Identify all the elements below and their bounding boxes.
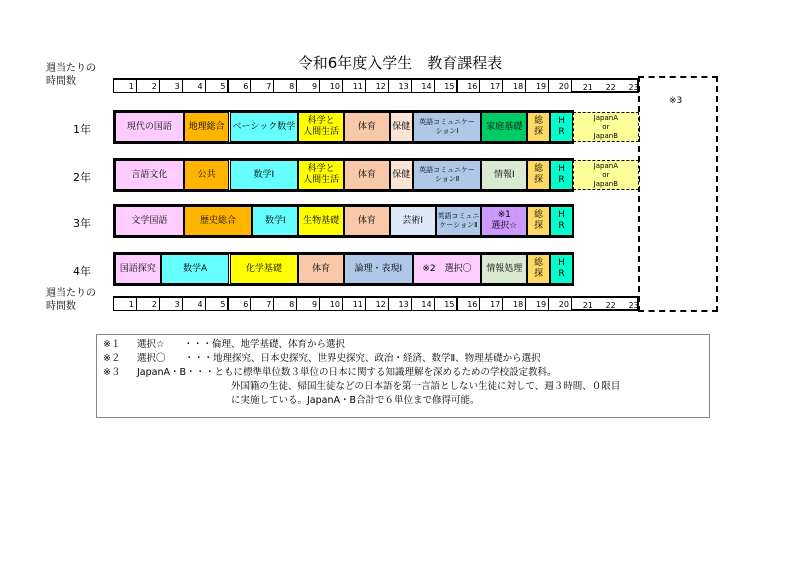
hour-number: 4	[182, 79, 206, 93]
subject-cell: 総 探	[527, 254, 550, 284]
subject-cell: 歴史総合	[184, 206, 253, 236]
note-line	[103, 338, 703, 352]
subject-cell: 化学基礎	[230, 254, 299, 284]
hour-number: 4	[182, 297, 206, 311]
subject-cell: JapanA or JapanB	[573, 160, 639, 190]
subject-cell: 総 探	[527, 112, 550, 142]
note-text: 選択〇 ・・・地理探究、日本史探究、世界史探究、政治・経済、数学Ⅱ、物理基礎から選択	[137, 353, 541, 364]
subject-cell: 英語コミュニケー ションⅡ	[413, 160, 482, 190]
subject-cell: 数学Ⅰ	[230, 160, 299, 190]
hour-number: 22	[605, 301, 616, 310]
subject-cell: 生物基礎	[298, 206, 344, 236]
subject-cell: 科学と 人間生活	[298, 160, 344, 190]
hour-number: 7	[250, 79, 274, 93]
note-line	[103, 366, 703, 380]
note-key: ※１	[103, 339, 121, 350]
subject-cell: H R	[550, 160, 573, 190]
hour-number: 20	[548, 297, 572, 311]
subject-cell: 現代の国語	[115, 112, 184, 142]
subject-cell: H R	[550, 206, 573, 236]
subject-cell: 公共	[184, 160, 230, 190]
hour-number: 3	[159, 79, 183, 93]
hour-number: 21	[582, 301, 593, 310]
subject-cell: 国語探究	[115, 254, 161, 284]
subject-cell: 科学と 人間生活	[298, 112, 344, 142]
subject-cell: ※1 選択☆	[481, 206, 527, 236]
hour-number: 19	[525, 297, 549, 311]
hour-number: 20	[548, 79, 572, 93]
hour-number: 14	[411, 297, 435, 311]
hour-number: 11	[342, 79, 366, 93]
hour-number: 22	[605, 83, 616, 92]
year-label: 3年	[73, 217, 91, 230]
hour-number: 9	[296, 297, 320, 311]
year-label: 4年	[73, 265, 91, 278]
subject-cell: ベーシック数学	[230, 112, 299, 142]
subject-cell: 地理総合	[184, 112, 230, 142]
hour-number: 12	[365, 297, 389, 311]
subject-cell: 保健	[390, 160, 413, 190]
subject-cell: 情報Ⅰ	[481, 160, 527, 190]
subject-cell: 論理・表現Ⅰ	[344, 254, 413, 284]
subject-cell: 体育	[344, 112, 390, 142]
subject-cell: 体育	[344, 206, 390, 236]
hour-number: 17	[479, 79, 503, 93]
note-key: ※３	[103, 367, 121, 378]
subject-cell: H R	[550, 254, 573, 284]
hour-number: 14	[411, 79, 435, 93]
note-continuation: に実施している。JapanA・B合計で６単位まで修得可能。	[231, 395, 480, 406]
hour-number: 11	[342, 297, 366, 311]
subject-cell: ※2 選択〇	[413, 254, 482, 284]
subject-cell: 体育	[344, 160, 390, 190]
hour-number: 19	[525, 79, 549, 93]
hour-number: 10	[319, 297, 343, 311]
hour-number: 8	[273, 79, 297, 93]
note-key: ※２	[103, 353, 121, 364]
hour-number: 6	[228, 79, 252, 93]
hour-number: 18	[502, 297, 526, 311]
subject-cell: 総 探	[527, 206, 550, 236]
hour-number: 2	[136, 297, 160, 311]
subject-cell: 保健	[390, 112, 413, 142]
hour-number: 10	[319, 79, 343, 93]
note-continuation: 外国籍の生徒、帰国生徒などの日本語を第一言語としない生徒に対して、週３時間、０限目	[231, 381, 621, 392]
subject-cell: 英語コミュニケー ションⅠ	[413, 112, 482, 142]
note-text: 選択☆ ・・・倫理、地学基礎、体育から選択	[137, 339, 346, 350]
hour-number: 5	[205, 297, 229, 311]
notes-box	[96, 334, 710, 418]
subject-cell: 芸術Ⅰ	[390, 206, 436, 236]
hour-number: 16	[457, 79, 481, 93]
hour-number: 7	[250, 297, 274, 311]
hours-label-top: 週当たりの 時間数	[46, 63, 96, 87]
hour-number: 17	[479, 297, 503, 311]
hour-number: 15	[434, 297, 458, 311]
subject-cell: 総 探	[527, 160, 550, 190]
note-mark-3: ※3	[669, 96, 683, 106]
hour-number: 21	[582, 83, 593, 92]
hour-number: 18	[502, 79, 526, 93]
subject-cell: H R	[550, 112, 573, 142]
hour-number: 12	[365, 79, 389, 93]
hour-number: 13	[388, 297, 412, 311]
hour-number: 13	[388, 79, 412, 93]
hour-number: 15	[434, 79, 458, 93]
note-line	[103, 352, 703, 366]
subject-cell: 英語コミュニ ケーションⅡ	[436, 206, 482, 236]
subject-cell: 言語文化	[115, 160, 184, 190]
subject-cell: 体育	[298, 254, 344, 284]
hour-number: 5	[205, 79, 229, 93]
note-text: JapanA・B・・・ともに標準単位数３単位の日本に関する知識理解を深めるための学校設定教科。	[137, 367, 557, 378]
hour-number: 23	[628, 301, 639, 310]
hour-number: 23	[628, 83, 639, 92]
hour-number: 1	[113, 297, 137, 311]
hour-number: 2	[136, 79, 160, 93]
hour-number: 8	[273, 297, 297, 311]
japan-dashed-region	[638, 76, 718, 312]
hour-number: 3	[159, 297, 183, 311]
hour-number: 6	[228, 297, 252, 311]
subject-cell: 数学A	[161, 254, 230, 284]
hour-number: 1	[113, 79, 137, 93]
hour-number: 9	[296, 79, 320, 93]
subject-cell: JapanA or JapanB	[573, 112, 639, 142]
subject-cell: 数学Ⅰ	[252, 206, 298, 236]
page-title: 令和6年度入学生 教育課程表	[297, 54, 503, 72]
year-label: 1年	[73, 123, 91, 136]
subject-cell: 文学国語	[115, 206, 184, 236]
year-label: 2年	[73, 171, 91, 184]
subject-cell: 家庭基礎	[481, 112, 527, 142]
hours-label-bottom: 週当たりの 時間数	[46, 288, 96, 312]
hour-number: 16	[457, 297, 481, 311]
subject-cell: 情報処理	[481, 254, 527, 284]
